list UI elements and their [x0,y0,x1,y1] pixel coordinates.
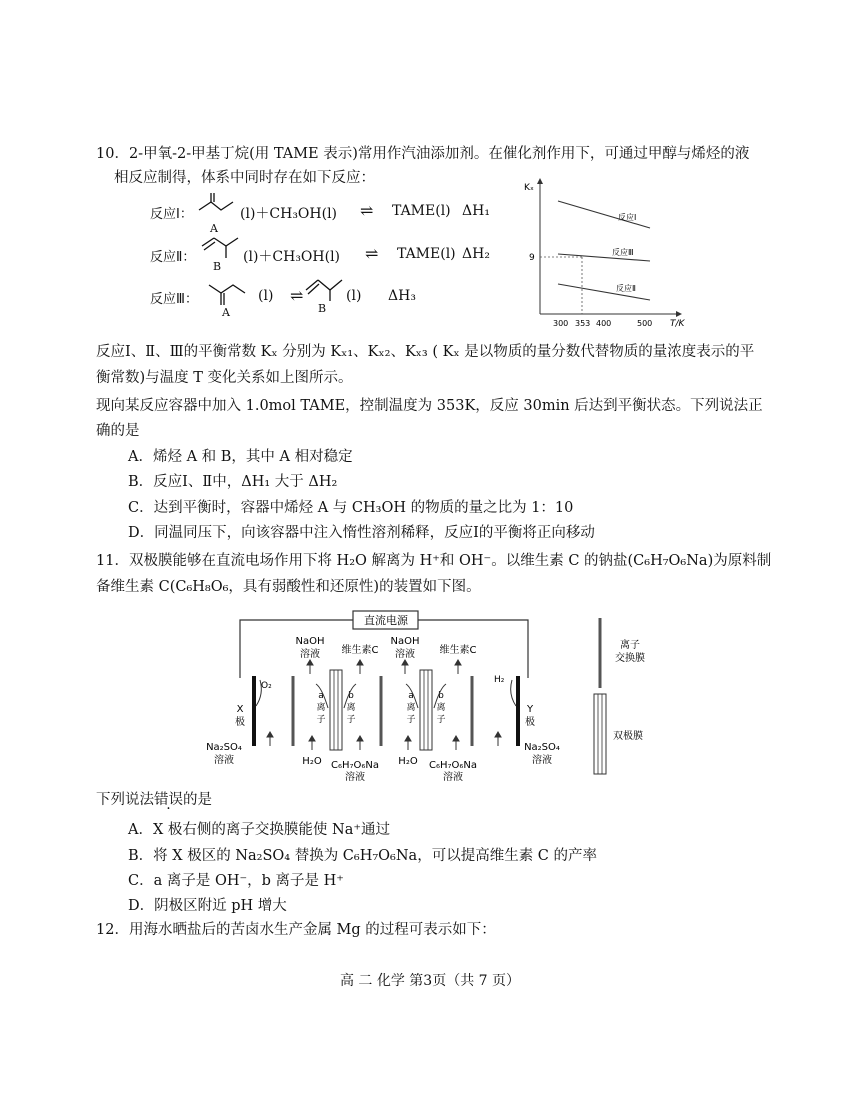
na2so4-label-right: Na₂SO₄ [524,742,560,753]
x-electrode-label-1: X [236,704,244,715]
reaction-1-label: 反应Ⅰ： [150,207,193,222]
graph-ytick-9: 9 [529,253,535,263]
ion-a-text-2a: 离 [406,703,416,713]
alkene-a-label-2: A [222,306,230,319]
reaction-2-dh: ΔH₂ [462,246,490,262]
o2-label: O₂ [261,681,272,691]
q10-option-c: C．达到平衡时，容器中烯烃 A 与 CH₃OH 的物质的量之比为 1：10 [128,500,574,516]
q11-stem-post: 的是 [183,792,212,808]
ion-b-label-2: b [438,691,444,701]
c6h7o6na-solution-1: 溶液 [345,772,365,783]
graph-xtick-353: 353 [575,319,591,328]
q10-line2: 相反应制得，体系中同时存在如下反应： [114,170,375,186]
equilibrium-arrow-2: ⇌ [365,244,379,263]
ion-b-text-1a: 离 [346,703,356,713]
alkene-b-label-1: B [213,260,222,273]
q11-option-a: A．X 极右侧的离子交换膜能使 Na⁺通过 [128,822,390,838]
reaction-1 [150,203,193,222]
ion-b-text-2b: 子 [436,715,446,725]
page-footer: 高 二 化学 第3页（共 7 页） [339,973,521,989]
q11-line1: 11．双极膜能够在直流电场作用下将 H₂O 解离为 H⁺和 OH⁻。以维生素 C 的钠盐(C₆H₇O₆Na)为原料制 [96,553,772,569]
q10-line6: 确的是 [96,423,140,439]
naoh-label-2b: 溶液 [395,649,415,660]
curve-reaction-3 [558,254,650,261]
ion-a-label-2: a [408,691,414,701]
reaction-1-reactants: (l)＋CH₃OH(l) [240,206,338,222]
legend-ion-exchange-label-2: 交换膜 [615,653,645,664]
alkene-b-structure-2 [302,274,352,308]
alkene-a-label-1: A [210,222,218,235]
c6h7o6na-solution-2: 溶液 [443,772,463,783]
ion-a-text-1a: 离 [316,703,326,713]
q12-line1: 12．用海水晒盐后的苦卤水生产金属 Mg 的过程可表示如下： [96,922,496,938]
x-electrode-label-2: 极 [235,717,245,728]
c6h7o6na-label-1: C₆H₇O₆Na [330,760,380,771]
solution-label-right: 溶液 [532,755,552,766]
h2o-label-1: H₂O [302,756,322,767]
graph-xlabel: T/K [670,319,685,329]
alkene-a-structure-2 [205,275,255,313]
q10-line5: 现向某反应容器中加入 1.0mol TAME，控制温度为 353K，反应 30min 后达到平衡状态。下列说法正 [96,398,763,414]
q11-line2: 备维生素 C(C₆H₈O₆，具有弱酸性和还原性)的装置如下图。 [96,579,481,595]
bipolar-membrane-1 [330,670,342,750]
reaction-1-dh: ΔH₁ [462,203,490,219]
power-supply-label: 直流电源 [364,614,408,627]
graph-ylabel: Kₓ [524,183,534,193]
reaction-2-reactants: (l)＋CH₃OH(l) [243,249,341,265]
label-reaction-3: 反应Ⅲ [612,248,634,257]
alkene-b-label-2: B [318,302,327,315]
legend-bipolar-label: 双极膜 [613,731,643,742]
alkene-b-structure-1 [198,232,248,266]
solution-label-left: 溶液 [214,755,234,766]
q11-option-b: B．将 X 极区的 Na₂SO₄ 替换为 C₆H₇O₆Na，可以提高维生素 C 的产率 [128,848,598,864]
q10-option-b: B．反应Ⅰ、Ⅱ中，ΔH₁ 大于 ΔH₂ [128,474,338,490]
vitamin-c-label-2: 维生素C [439,645,477,656]
bipolar-membrane-apparatus [200,608,660,783]
reaction-3-label: 反应Ⅲ： [150,292,198,307]
q10-option-a: A．烯烃 A 和 B，其中 A 相对稳定 [128,449,353,465]
q11-stem [96,790,212,810]
y-electrode-label-2: 极 [525,717,535,728]
naoh-label-1: NaOH [295,636,325,647]
h2o-label-2: H₂O [398,756,418,767]
ion-b-text-1b: 子 [346,715,356,725]
graph-xtick-300: 300 [553,319,569,328]
q10-option-d: D．同温同压下，向该容器中注入惰性溶剂稀释，反应Ⅰ的平衡将正向移动 [128,525,595,541]
equilibrium-arrow-1: ⇌ [360,201,374,220]
c6h7o6na-label-2: C₆H₇O₆Na [428,760,478,771]
reaction-2-label: 反应Ⅱ： [150,250,196,265]
ion-a-text-1b: 子 [316,715,326,725]
q10-line3: 反应Ⅰ、Ⅱ、Ⅲ的平衡常数 Kₓ 分别为 Kₓ₁、Kₓ₂、Kₓ₃ ( Kₓ 是以物质的量分数代替物质的量浓度表示的平 [96,344,755,360]
ion-b-label-1: b [348,691,354,701]
reaction-2-product: TAME(l) [397,246,456,262]
h2-label: H₂ [494,675,505,685]
q11-stem-pre: 下列说法 [96,792,154,808]
label-reaction-1: 反应Ⅰ [618,213,637,222]
na2so4-label-left: Na₂SO₄ [206,742,242,753]
reaction-3-reactant-state: (l) [258,288,274,304]
q11-stem-emphasis: 错误 [154,792,183,808]
reaction-3 [150,288,198,307]
q10-line4: 衡常数)与温度 T 变化关系如上图所示。 [96,370,353,386]
ion-a-text-2b: 子 [406,715,416,725]
q11-option-d: D．阴极区附近 pH 增大 [128,898,287,914]
q11-option-c: C．a 离子是 OH⁻，b 离子是 H⁺ [128,873,344,889]
label-reaction-2: 反应Ⅱ [616,284,636,293]
alkene-a-structure-1 [195,192,245,230]
legend-bipolar-membrane [594,694,606,774]
reaction-2 [150,246,195,265]
reaction-1-product: TAME(l) [392,203,451,219]
equilibrium-arrow-3: ⇌ [290,286,304,305]
reaction-3-dh: ΔH₃ [388,288,416,304]
q10-line1: 10．2-甲氧-2-甲基丁烷(用 TAME 表示)常用作汽油添加剂。在催化剂作用下，可通过甲醇与烯烃的液 [96,146,750,162]
ion-b-text-2a: 离 [436,703,446,713]
naoh-label-1b: 溶液 [300,649,320,660]
y-electrode-label-1: Y [526,704,534,715]
curve-reaction-2 [558,284,650,300]
naoh-label-2: NaOH [390,636,420,647]
kx-temperature-graph [520,176,690,336]
graph-xtick-400: 400 [596,319,612,328]
reaction-3-product-state: (l) [346,288,362,304]
bipolar-membrane-2 [420,670,432,750]
legend-ion-exchange-label-1: 离子 [620,640,640,651]
vitamin-c-label-1: 维生素C [341,645,379,656]
ion-a-label-1: a [318,691,324,701]
graph-xtick-500: 500 [637,319,653,328]
